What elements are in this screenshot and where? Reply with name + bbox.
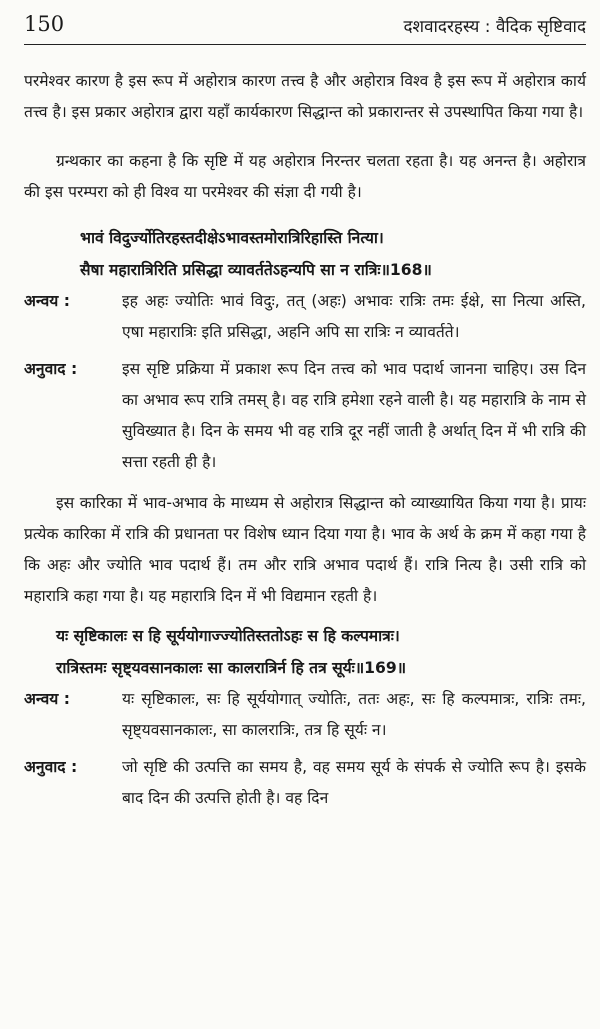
- page-body: [24, 66, 586, 814]
- verse-169-line-1: यः सृष्टिकालः स हि सूर्ययोगाज्ज्योतिस्ततोऽहः स हि कल्पमात्रः।: [56, 627, 400, 645]
- anuvad-text: इस सृष्टि प्रक्रिया में प्रकाश रूप दिन तत्त्व को भाव पदार्थ जानना चाहिए। उस दिन का अभाव रूप रात्रि तमस् है। वह रात्रि हमेशा रहने वाली है। यह महारात्रि के नाम से सुविख्यात है। दिन के समय भी वह रात्रि दूर नहीं जाती है अर्थात् दिन में भी रात्रि की सत्ता रहती ही है।: [122, 360, 586, 471]
- anvaya-169: [24, 684, 586, 746]
- running-header: [24, 10, 586, 45]
- anuvad-label: अनुवाद :: [24, 360, 78, 378]
- paragraph-1: परमेश्वर कारण है इस रूप में अहोरात्र कारण तत्त्व है और अहोरात्र विश्व है इस रूप में अहोरात्र कार्य तत्त्व है। इस प्रकार अहोरात्र द्वारा यहाँ कार्यकारण सिद्धान्त को प्रकारान्तर से उपस्थापित किया गया है।: [24, 72, 586, 121]
- anvaya-168: [24, 286, 586, 348]
- verse-168: [24, 222, 586, 286]
- anuvad-text: जो सृष्टि की उत्पत्ति का समय है, वह समय सूर्य के संपर्क से ज्योति रूप है। इसके बाद दिन की उत्पत्ति होती है। वह दिन: [122, 758, 586, 807]
- anuvad-169: [24, 752, 586, 814]
- page-number: 150: [24, 12, 65, 36]
- anuvad-label: अनुवाद :: [24, 758, 78, 776]
- verse-169: [24, 620, 586, 684]
- running-title: दशवादरहस्य : वैदिक सृष्टिवाद: [403, 17, 586, 37]
- anuvad-168: [24, 354, 586, 478]
- verse-168-line-2: सैषा महारात्रिरिति प्रसिद्धा व्यावर्ततेऽहन्यपि सा न रात्रिः॥168॥: [80, 261, 432, 279]
- anvaya-label: अन्वय :: [24, 292, 70, 310]
- verse-169-line-2: रात्रिस्तमः सृष्ट्यवसानकालः सा कालरात्रिर्न हि तत्र सूर्यः॥169॥: [56, 659, 407, 677]
- anvaya-label: अन्वय :: [24, 690, 70, 708]
- verse-168-line-1: भावं विदुर्ज्योतिरहस्तदीक्षेऽभावस्तमोरात्रिरिहास्ति नित्या।: [80, 229, 384, 247]
- paragraph-3: इस कारिका में भाव-अभाव के माध्यम से अहोरात्र सिद्धान्त को व्याख्यायित किया गया है। प्रायः प्रत्येक कारिका में रात्रि की प्रधानता पर विशेष ध्यान दिया गया है। भाव के अर्थ के क्रम में कहा गया है कि अहः और ज्योति भाव पदार्थ हैं। तम और रात्रि अभाव पदार्थ हैं। रात्रि नित्य है। उसी रात्रि को महारात्रि कहा गया है। यह महारात्रि दिन में भी विद्यमान रहती है।: [24, 494, 586, 605]
- anvaya-text: यः सृष्टिकालः, सः हि सूर्ययोगात् ज्योतिः, ततः अहः, सः हि कल्पमात्रः, रात्रिः तमः, सृष्ट्यवसानकालः, सा कालरात्रिः, तत्र हि सूर्यः न।: [122, 690, 586, 739]
- paragraph-2: ग्रन्थकार का कहना है कि सृष्टि में यह अहोरात्र निरन्तर चलता रहता है। यह अनन्त है। अहोरात्र की इस परम्परा को ही विश्व या परमेश्वर की संज्ञा दी गयी है।: [24, 152, 586, 201]
- anvaya-text: इह अहः ज्योतिः भावं विदुः, तत् (अहः) अभावः रात्रिः तमः ईक्षे, सा नित्या अस्ति, एषा महारात्रिः इति प्रसिद्धा, अहनि अपि सा रात्रिः न व्यावर्तते।: [122, 292, 586, 341]
